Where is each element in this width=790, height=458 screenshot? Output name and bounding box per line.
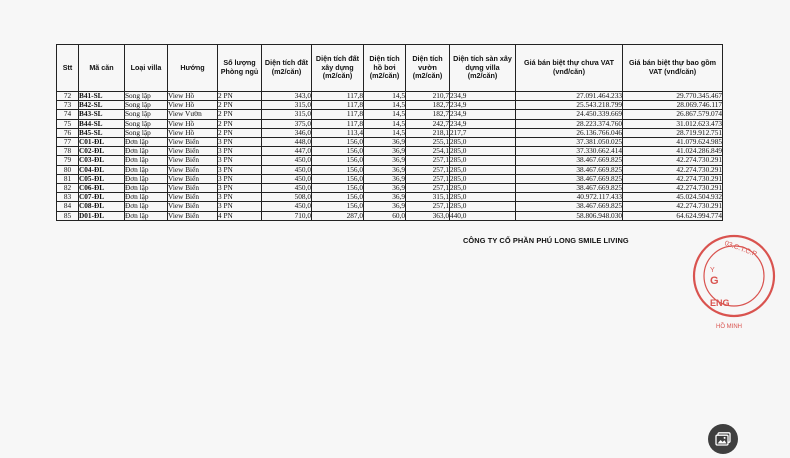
cell-dt-vuon: 182,7 bbox=[406, 110, 450, 119]
cell-gia-gom-vat: 26.867.579.074 bbox=[623, 110, 723, 119]
cell-huong: View Hồ bbox=[168, 119, 218, 128]
cell-dt-dat-xd: 156,0 bbox=[312, 138, 364, 147]
cell-dt-vuon: 210,7 bbox=[406, 92, 450, 101]
cell-dt-san-xd: 285,0 bbox=[450, 184, 516, 193]
cell-dt-dat-xd: 156,0 bbox=[312, 202, 364, 211]
table-row bbox=[57, 138, 723, 147]
cell-ma-can: B42-SL bbox=[79, 101, 125, 110]
table-row bbox=[57, 119, 723, 128]
cell-loai-villa: Đơn lập bbox=[125, 147, 168, 156]
cell-dt-san-xd: 285,0 bbox=[450, 156, 516, 165]
cell-huong: View Biển bbox=[168, 193, 218, 202]
header-dt-vuon: Diện tích vườn (m2/căn) bbox=[406, 45, 450, 92]
cell-dt-vuon: 218,1 bbox=[406, 128, 450, 137]
cell-huong: View Biển bbox=[168, 165, 218, 174]
svg-text:ENG: ENG bbox=[710, 298, 730, 308]
table-row bbox=[57, 110, 723, 119]
cell-stt: 78 bbox=[57, 147, 79, 156]
cell-dt-dat: 315,0 bbox=[262, 101, 312, 110]
header-dt-san-xd: Diện tích sàn xây dựng villa (m2/căn) bbox=[450, 45, 516, 92]
cell-dt-vuon: 254,1 bbox=[406, 147, 450, 156]
cell-dt-dat: 508,0 bbox=[262, 193, 312, 202]
cell-so-pn: 3 PN bbox=[218, 165, 262, 174]
cell-stt: 82 bbox=[57, 184, 79, 193]
cell-huong: View Biển bbox=[168, 138, 218, 147]
cell-dt-vuon: 242,7 bbox=[406, 119, 450, 128]
cell-dt-dat: 450,0 bbox=[262, 202, 312, 211]
cell-stt: 73 bbox=[57, 101, 79, 110]
cell-dt-dat: 450,0 bbox=[262, 174, 312, 183]
villa-price-table bbox=[56, 44, 723, 221]
cell-so-pn: 3 PN bbox=[218, 184, 262, 193]
cell-dt-vuon: 257,1 bbox=[406, 184, 450, 193]
cell-dt-san-xd: 234,9 bbox=[450, 92, 516, 101]
cell-loai-villa: Đơn lập bbox=[125, 193, 168, 202]
cell-so-pn: 3 PN bbox=[218, 147, 262, 156]
cell-dt-san-xd: 285,0 bbox=[450, 138, 516, 147]
table-row bbox=[57, 211, 723, 220]
cell-gia-chua-vat: 28.223.374.760 bbox=[516, 119, 623, 128]
cell-ma-can: C07-ĐL bbox=[79, 193, 125, 202]
cell-dt-vuon: 257,1 bbox=[406, 165, 450, 174]
cell-so-pn: 2 PN bbox=[218, 92, 262, 101]
svg-text:03.C.T.C.P: 03.C.T.C.P bbox=[723, 240, 758, 259]
table-row bbox=[57, 165, 723, 174]
cell-dt-ho-boi: 14,5 bbox=[364, 101, 406, 110]
cell-gia-chua-vat: 38.467.669.825 bbox=[516, 174, 623, 183]
header-stt: Stt bbox=[57, 45, 79, 92]
header-loai-villa: Loại villa bbox=[125, 45, 168, 92]
cell-dt-ho-boi: 36,9 bbox=[364, 165, 406, 174]
cell-gia-gom-vat: 45.024.504.932 bbox=[623, 193, 723, 202]
cell-dt-san-xd: 285,0 bbox=[450, 174, 516, 183]
cell-dt-ho-boi: 36,9 bbox=[364, 156, 406, 165]
cell-gia-chua-vat: 38.467.669.825 bbox=[516, 165, 623, 174]
cell-huong: View Biển bbox=[168, 174, 218, 183]
cell-stt: 85 bbox=[57, 211, 79, 220]
cell-loai-villa: Đơn lập bbox=[125, 184, 168, 193]
cell-ma-can: C04-ĐL bbox=[79, 165, 125, 174]
cell-gia-gom-vat: 42.274.730.291 bbox=[623, 184, 723, 193]
cell-ma-can: C08-ĐL bbox=[79, 202, 125, 211]
cell-gia-chua-vat: 58.806.948.030 bbox=[516, 211, 623, 220]
cell-dt-ho-boi: 36,9 bbox=[364, 184, 406, 193]
cell-ma-can: B41-SL bbox=[79, 92, 125, 101]
cell-dt-dat: 346,0 bbox=[262, 128, 312, 137]
header-dt-dat-xd: Diện tích đất xây dựng (m2/căn) bbox=[312, 45, 364, 92]
header-dt-dat: Diện tích đất (m2/căn) bbox=[262, 45, 312, 92]
cell-ma-can: B45-SL bbox=[79, 128, 125, 137]
company-seal bbox=[690, 232, 790, 332]
table-row bbox=[57, 101, 723, 110]
cell-stt: 77 bbox=[57, 138, 79, 147]
cell-ma-can: C01-ĐL bbox=[79, 138, 125, 147]
cell-dt-san-xd: 285,0 bbox=[450, 202, 516, 211]
cell-ma-can: B44-SL bbox=[79, 119, 125, 128]
cell-dt-dat: 343,0 bbox=[262, 92, 312, 101]
header-dt-ho-boi: Diện tích hồ bơi (m2/căn) bbox=[364, 45, 406, 92]
table-row bbox=[57, 184, 723, 193]
cell-dt-dat-xd: 156,0 bbox=[312, 174, 364, 183]
cell-stt: 80 bbox=[57, 165, 79, 174]
header-so-luong-pn: Số lượng Phòng ngủ bbox=[218, 45, 262, 92]
cell-gia-gom-vat: 28.719.912.751 bbox=[623, 128, 723, 137]
cell-huong: View Hồ bbox=[168, 101, 218, 110]
cell-dt-dat: 710,0 bbox=[262, 211, 312, 220]
cell-gia-chua-vat: 38.467.669.825 bbox=[516, 202, 623, 211]
cell-stt: 81 bbox=[57, 174, 79, 183]
header-gia-chua-vat: Giá bán biệt thự chưa VAT (vnđ/căn) bbox=[516, 45, 623, 92]
cell-huong: View Hồ bbox=[168, 128, 218, 137]
cell-loai-villa: Đơn lập bbox=[125, 156, 168, 165]
cell-dt-dat-xd: 113,4 bbox=[312, 128, 364, 137]
cell-dt-ho-boi: 14,5 bbox=[364, 119, 406, 128]
cell-gia-chua-vat: 38.467.669.825 bbox=[516, 184, 623, 193]
svg-text:Y: Y bbox=[710, 267, 715, 274]
cell-dt-ho-boi: 36,9 bbox=[364, 174, 406, 183]
cell-dt-dat: 450,0 bbox=[262, 165, 312, 174]
cell-dt-dat-xd: 117,8 bbox=[312, 119, 364, 128]
cell-gia-chua-vat: 38.467.669.825 bbox=[516, 156, 623, 165]
cell-dt-ho-boi: 36,9 bbox=[364, 138, 406, 147]
svg-text:HỒ MINH: HỒ MINH bbox=[716, 324, 742, 330]
cell-dt-dat: 448,0 bbox=[262, 138, 312, 147]
cell-stt: 84 bbox=[57, 202, 79, 211]
cell-dt-ho-boi: 60,0 bbox=[364, 211, 406, 220]
cell-dt-san-xd: 234,9 bbox=[450, 119, 516, 128]
cell-so-pn: 2 PN bbox=[218, 101, 262, 110]
cell-gia-chua-vat: 24.450.339.669 bbox=[516, 110, 623, 119]
cell-loai-villa: Đơn lập bbox=[125, 202, 168, 211]
cell-ma-can: C02-ĐL bbox=[79, 147, 125, 156]
cell-huong: View Biển bbox=[168, 211, 218, 220]
cell-dt-vuon: 363,0 bbox=[406, 211, 450, 220]
company-name: CÔNG TY CỔ PHẦN PHÚ LONG SMILE LIVING bbox=[463, 236, 629, 245]
cell-gia-gom-vat: 41.079.624.985 bbox=[623, 138, 723, 147]
image-gallery-icon bbox=[715, 432, 731, 446]
cell-dt-dat-xd: 156,0 bbox=[312, 165, 364, 174]
table-row bbox=[57, 92, 723, 101]
cell-so-pn: 2 PN bbox=[218, 128, 262, 137]
cell-huong: View Biển bbox=[168, 147, 218, 156]
cell-dt-dat-xd: 156,0 bbox=[312, 147, 364, 156]
cell-dt-dat-xd: 117,8 bbox=[312, 101, 364, 110]
cell-dt-dat: 450,0 bbox=[262, 156, 312, 165]
cell-stt: 75 bbox=[57, 119, 79, 128]
cell-dt-vuon: 255,1 bbox=[406, 138, 450, 147]
cell-ma-can: C03-ĐL bbox=[79, 156, 125, 165]
cell-so-pn: 3 PN bbox=[218, 202, 262, 211]
cell-stt: 83 bbox=[57, 193, 79, 202]
cell-so-pn: 3 PN bbox=[218, 174, 262, 183]
cell-gia-gom-vat: 41.024.286.849 bbox=[623, 147, 723, 156]
cell-dt-dat-xd: 117,8 bbox=[312, 92, 364, 101]
cell-gia-chua-vat: 25.543.218.799 bbox=[516, 101, 623, 110]
cell-loai-villa: Song lập bbox=[125, 128, 168, 137]
cell-gia-gom-vat: 29.770.345.467 bbox=[623, 92, 723, 101]
cell-dt-ho-boi: 14,5 bbox=[364, 128, 406, 137]
cell-loai-villa: Song lập bbox=[125, 92, 168, 101]
cell-dt-vuon: 257,1 bbox=[406, 174, 450, 183]
table-row bbox=[57, 202, 723, 211]
cell-dt-san-xd: 217,7 bbox=[450, 128, 516, 137]
cell-huong: View Biển bbox=[168, 156, 218, 165]
cell-dt-ho-boi: 36,9 bbox=[364, 193, 406, 202]
cell-so-pn: 4 PN bbox=[218, 211, 262, 220]
svg-text:G: G bbox=[710, 275, 719, 287]
cell-dt-dat: 375,0 bbox=[262, 119, 312, 128]
cell-dt-ho-boi: 36,9 bbox=[364, 147, 406, 156]
cell-so-pn: 2 PN bbox=[218, 110, 262, 119]
cell-so-pn: 2 PN bbox=[218, 119, 262, 128]
cell-ma-can: B43-SL bbox=[79, 110, 125, 119]
cell-loai-villa: Đơn lập bbox=[125, 174, 168, 183]
cell-loai-villa: Đơn lập bbox=[125, 138, 168, 147]
cell-ma-can: D01-ĐL bbox=[79, 211, 125, 220]
cell-dt-san-xd: 285,0 bbox=[450, 147, 516, 156]
cell-gia-gom-vat: 42.274.730.291 bbox=[623, 202, 723, 211]
cell-dt-vuon: 257,1 bbox=[406, 156, 450, 165]
cell-stt: 72 bbox=[57, 92, 79, 101]
cell-dt-san-xd: 285,0 bbox=[450, 193, 516, 202]
cell-dt-dat: 450,0 bbox=[262, 184, 312, 193]
cell-dt-san-xd: 234,9 bbox=[450, 110, 516, 119]
cell-gia-chua-vat: 37.381.050.025 bbox=[516, 138, 623, 147]
cell-ma-can: C05-ĐL bbox=[79, 174, 125, 183]
cell-loai-villa: Đơn lập bbox=[125, 165, 168, 174]
cell-loai-villa: Song lập bbox=[125, 101, 168, 110]
cell-dt-ho-boi: 36,9 bbox=[364, 202, 406, 211]
cell-gia-gom-vat: 42.274.730.291 bbox=[623, 174, 723, 183]
cell-stt: 76 bbox=[57, 128, 79, 137]
cell-dt-ho-boi: 14,5 bbox=[364, 110, 406, 119]
header-huong: Hướng bbox=[168, 45, 218, 92]
cell-dt-dat-xd: 156,0 bbox=[312, 156, 364, 165]
table-row bbox=[57, 174, 723, 183]
cell-loai-villa: Song lập bbox=[125, 110, 168, 119]
cell-gia-chua-vat: 27.091.464.233 bbox=[516, 92, 623, 101]
cell-gia-gom-vat: 42.274.730.291 bbox=[623, 165, 723, 174]
cell-huong: View Biển bbox=[168, 202, 218, 211]
cell-dt-san-xd: 285,0 bbox=[450, 165, 516, 174]
cell-dt-dat: 315,0 bbox=[262, 110, 312, 119]
cell-loai-villa: Song lập bbox=[125, 119, 168, 128]
cell-dt-san-xd: 234,9 bbox=[450, 101, 516, 110]
cell-dt-vuon: 257,1 bbox=[406, 202, 450, 211]
cell-dt-dat-xd: 287,0 bbox=[312, 211, 364, 220]
gallery-button[interactable] bbox=[708, 424, 738, 454]
cell-loai-villa: Đơn lập bbox=[125, 211, 168, 220]
cell-gia-gom-vat: 31.012.623.473 bbox=[623, 119, 723, 128]
cell-huong: View Hồ bbox=[168, 92, 218, 101]
cell-ma-can: C06-ĐL bbox=[79, 184, 125, 193]
cell-so-pn: 3 PN bbox=[218, 193, 262, 202]
table-header-row bbox=[57, 45, 723, 92]
cell-dt-dat-xd: 117,8 bbox=[312, 110, 364, 119]
cell-stt: 79 bbox=[57, 156, 79, 165]
cell-dt-san-xd: 440,0 bbox=[450, 211, 516, 220]
cell-dt-dat-xd: 156,0 bbox=[312, 184, 364, 193]
cell-gia-chua-vat: 26.136.766.046 bbox=[516, 128, 623, 137]
cell-gia-chua-vat: 37.330.662.414 bbox=[516, 147, 623, 156]
cell-dt-dat: 447,0 bbox=[262, 147, 312, 156]
cell-so-pn: 3 PN bbox=[218, 138, 262, 147]
cell-dt-ho-boi: 14,5 bbox=[364, 92, 406, 101]
table-row bbox=[57, 147, 723, 156]
cell-dt-dat-xd: 156,0 bbox=[312, 193, 364, 202]
cell-gia-chua-vat: 40.972.117.433 bbox=[516, 193, 623, 202]
cell-stt: 74 bbox=[57, 110, 79, 119]
table-row bbox=[57, 193, 723, 202]
cell-so-pn: 3 PN bbox=[218, 156, 262, 165]
cell-dt-vuon: 315,1 bbox=[406, 193, 450, 202]
cell-gia-gom-vat: 42.274.730.291 bbox=[623, 156, 723, 165]
cell-dt-vuon: 182,7 bbox=[406, 101, 450, 110]
cell-gia-gom-vat: 64.624.994.774 bbox=[623, 211, 723, 220]
header-ma-can: Mã căn bbox=[79, 45, 125, 92]
cell-huong: View Biển bbox=[168, 184, 218, 193]
table-row bbox=[57, 156, 723, 165]
table-row bbox=[57, 128, 723, 137]
cell-gia-gom-vat: 28.069.746.117 bbox=[623, 101, 723, 110]
header-gia-gom-vat: Giá bán biệt thự bao gồm VAT (vnđ/căn) bbox=[623, 45, 723, 92]
cell-huong: View Vườn bbox=[168, 110, 218, 119]
